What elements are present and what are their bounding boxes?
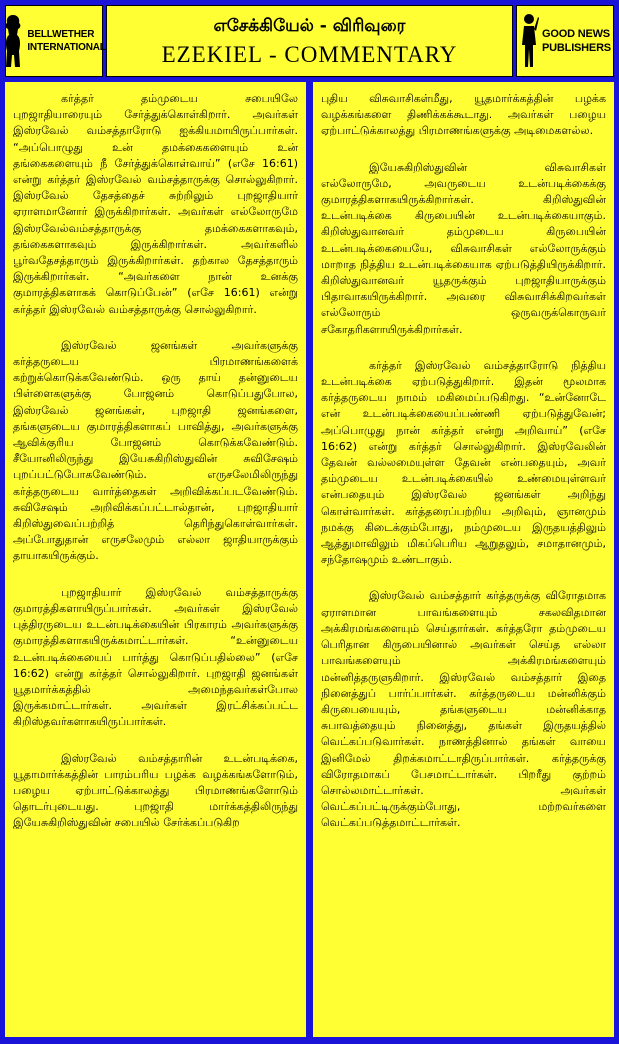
bellwether-logo-text: [27, 28, 105, 54]
paragraph: இஸ்ரவேல் வம்சத்தாரின் உடன்படிக்கை, யூதாமார்க்கத்தின் பாரம்பரிய பழக்க வழக்கங்களோடும், பழைய ஏற்பாட்டுக்காலத்து பிரமாணங்களோடும் தொடர்புடையது. புறஜாதி மார்க்கத்திலிருந்து இயேசுகிறிஸ்துவின் சபையில் சேர்க்கப்படுகிற: [13, 751, 298, 830]
good-news-line2: PUBLISHERS: [542, 42, 611, 54]
paragraph: கர்த்தர் இஸ்ரவேல் வம்சத்தாரோடு நித்திய உடன்படிக்கை ஏற்படுத்துகிறார். இதன் மூலமாக கர்த்தருடைய நாமம் மகிமைப்படுகிறது. “உன்னோடே என் உடன்படிக்கையைப்பண்ணி ஏற்படுத்துவேன்; அப்பொழுது நான் கர்த்தர் என்று அறிவாய்” (எசே 16:62) என்று கர்த்தர் சொல்லுகிறார். இஸ்ரவேலின் தேவன் வல்லமையுள்ள தேவன் என்பதையும், அவர் தம்முடைய உடன்படிக்கையில் உண்மையுள்ளவர் என்பதையும் இஸ்ரவேல் ஜனங்கள் அறிந்து கொள்வார்கள். கர்த்தரைப்பற்றிய அறிவும், ஞானமும் நமக்கு கிடைக்கும்போது, நம்முடைய இருதயத்திலும் ஆத்துமாவிலும் மிகப்பெரிய ஆறுதலும், சமாதானமும், சந்தோஷமும் உண்டாகும்.: [321, 358, 606, 567]
left-column: [5, 82, 306, 1037]
page-header: [5, 5, 614, 77]
paragraph: இஸ்ரவேல் ஜனங்கள் அவர்களுக்கு கர்த்தருடைய பிரமாணங்களைக் கற்றுக்கொடுக்கவேண்டும். ஒரு தாய் தன்னுடைய பிள்ளைகளுக்கு போஜனம் கொடுப்பதுபோல, இஸ்ரவேல் ஜனங்கள், புறஜாதி ஜனங்களை, தங்களுடைய குமாரத்திகளாகப் பாவித்து, அவர்களுக்கு ஆவிக்குரிய போஜனம் கொடுக்கவேண்டும். சீயோனிலிருந்து இயேசுகிறிஸ்துவின் சுவிசேஷம் புறப்பட்டுபோகவேண்டும். எருசலேமிலிருந்து கர்த்தருடைய வார்த்தைகள் அறிவிக்கப்படவேண்டும். சுவிசேஷம் அறிவிக்கப்பட்டால்தான், புறஜாதியார் கிறிஸ்துவைப்பற்றித் தெரிந்துகொள்வார்கள். அப்போதுதான் எருசலேமும் எல்லா ஜாதியாருக்கும் தாயாகயிருக்கும்.: [13, 338, 298, 563]
good-news-logo-text: [542, 27, 611, 55]
title-tamil: எசேக்கியேல் - விரிவுரை: [213, 15, 406, 36]
paragraph: புதிய விசுவாசிகள்மீது, யூதமார்க்கத்தின் பழக்க வழக்கங்களை திணிக்கக்கூடாது. அவர்கள் பழைய ஏற்பாட்டுக்காலத்து பிரமாணங்களுக்கு அடிமைகளல்ல.: [321, 92, 606, 138]
paragraph: புறஜாதியார் இஸ்ரவேல் வம்சத்தாருக்கு குமாரத்திகளாயிருப்பார்கள். அவர்கள் இஸ்ரவேல் புத்திரருடைய உடன்படிக்கையின் பிரகாரம் அவர்களுக்கு குமாரத்திகளாகயிருக்கமாட்டார்கள். “உன்னுடைய உடன்படிக்கையைப் பார்த்து கொடுப்பதில்லை” (எசே 16:62) என்று கர்த்தர் சொல்லுகிறார். புறஜாதி ஜனங்கள் யூதமார்க்கத்தில் அமைந்தவர்கள்போல இருக்கமாட்டார்கள். அவர்கள் இரட்சிக்கப்பட்ட கிறிஸ்தவர்களாகயிருப்பார்கள்.: [13, 585, 298, 729]
right-column: [313, 82, 614, 1037]
paragraph: கர்த்தர் தம்முடைய சபையிலே புறஜாதியாரையும் சேர்த்துக்கொள்கிறார். அவர்கள் இஸ்ரவேல் வம்சத்தாரோடு ஐக்கியமாயிருப்பார்கள். “அப்பொழுது உன் தமக்கைகளையும் உன் தங்கைகளையும் நீ சேர்த்துக்கொள்வாய்” (எசே 16:61) என்று கர்த்தர் இஸ்ரவேல் வம்சத்தாருக்கு சொல்லுகிறார். இஸ்ரவேல் தேசத்தைச் சுற்றிலும் புறஜாதியார் ஏராளமானோர் இருக்கிறார்கள். அவர்கள் எல்லோருமே இஸ்ரவேல்வம்சத்தாருக்கு தமக்கைகளாகவும், தங்கைகளாகவும் இருக்கிறார்கள். அவர்களில் பூர்வதேசத்தாரும் இருக்கிறார்கள். தற்கால தேசத்தாரும் இருக்கிறார்கள். “அவர்களை நான் உனக்கு குமாரத்திகளாகக் கொடுப்பேன்” (எசே 16:61) என்று கர்த்தர் இஸ்ரவேல் வம்சத்தாருக்கு சொல்லுகிறார்.: [13, 92, 298, 316]
paragraph: இஸ்ரவேல் வம்சத்தார் கர்த்தருக்கு விரோதமாக ஏராளமான பாவங்களையும் சகலவிதமான அக்கிரமங்களையும் செய்தார்கள். கர்த்தரோ தம்முடைய பெரிதான கிருபையினால் அவர்கள் செய்த எல்லா பாவங்களையும் அக்கிரமங்களையும் மன்னித்தருளுகிறார். இஸ்ரவேல் வம்சத்தார் இதை நினைத்துப் பார்ப்பார்கள். கர்த்தருடைய மன்னிக்கும் கிருபையையும், தங்களுடைய மன்னிக்காத சுபாவத்தையும் நினைத்து, தங்கள் இருதயத்தில் வெட்கப்படுவார்கள். நாணத்தினால் தங்கள் வாயை இனிமேல் திறக்கமாட்டாதிருப்பார்கள். கர்த்தருக்கு விரோதமாகப் பேசமாட்டார்கள். பிறரீது குற்றம் சொல்லமாட்டார்கள். அவர்கள் வெட்கப்பட்டிருக்கும்போது, மற்றவர்களை வெட்கப்படுத்தமாட்டார்கள்.: [321, 589, 606, 830]
bellwether-line1: BELLWETHER: [27, 29, 95, 40]
good-news-logo: [516, 5, 614, 77]
title-english: EZEKIEL - COMMENTARY: [161, 41, 458, 67]
bellwether-line2: INTERNATIONAL: [27, 42, 106, 53]
title-box: [106, 5, 513, 77]
good-news-line1: GOOD NEWS: [542, 28, 610, 40]
bellwether-logo: [5, 5, 106, 77]
good-news-figure-icon: [519, 11, 539, 71]
paragraph: இயேசுகிறிஸ்துவின் விசுவாசிகள் எல்லோருமே, அவருடைய உடன்படிக்கைக்கு குமாரத்திகளாகயிருக்கிறார்கள். கிறிஸ்துவின் உடன்படிக்கை கிருபையின் உடன்படிக்கையாகும். கிறிஸ்துவானவர் தம்முடைய கிருபையின் உடன்படிக்கையையே, விசுவாசிகள் எல்லோருக்கும் மாறாத நித்திய உடன்படிக்கையாக ஏற்படுத்தியிருக்கிறார். கிறிஸ்துவானவர் யூதருக்கும் புறஜாதியாருக்கும் பிதாவாகயிருக்கிறார். அவரை விசுவாசிக்கிறவர்கள் எல்லோரும் ஒருவருக்கொருவர் சகோதரிகளாயிருக்கிறார்கள்.: [321, 160, 606, 336]
bellwether-ram-icon: [2, 11, 24, 71]
